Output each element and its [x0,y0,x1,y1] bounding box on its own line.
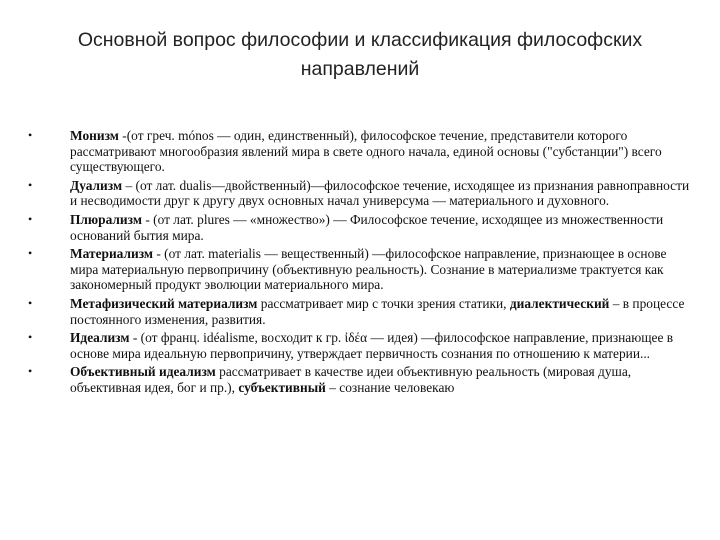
list-item-monism [26,128,694,175]
bullet-icon [28,128,32,144]
term-materialism: Материализм [70,246,154,262]
list-item-objective-idealism [26,364,694,395]
term-dualism: Дуализм [70,177,123,193]
term-monism: Монизм [70,128,119,143]
bullet-list [26,128,694,399]
definition-dualism: – (от лат. dualis—двойственный)—философское течение, исходящее из признания равноправности и несводимости друг к другу двух основных начал универсума — материального и духовного. [70,177,690,209]
list-item-pluralism [26,212,694,243]
slide-title [30,26,690,84]
definition-materialism: - (от лат. materialis — вещественный) —философское направление, признающее в основе мира материальную первопричину (объективную реальность). Сознание в материализме трактуется как закономерный продукт эволюции материального мира. [70,246,667,293]
definition-metaphysical-materialism: рассматривает мир с точки зрения статики, [257,295,510,311]
term-metaphysical-materialism: Метафизический материализм [70,295,258,311]
bullet-icon [28,212,32,228]
definition-objective-idealism: рассматривает в качестве идеи объективную реальность (мировая душа, объективная идея, бог и пр.), [70,364,632,395]
list-item-metaphysical-materialism [26,296,694,327]
bullet-icon [28,364,32,380]
definition-subjective: – сознание человекаю [325,379,455,395]
term-pluralism: Плюрализм [70,211,142,227]
list-item-dualism [26,178,694,209]
bullet-icon [28,296,32,312]
definition-idealism: - (от франц. idéalisme, восходит к гр. ἰδέα — идея) —философское направление, признающее в основе мира идеальную первопричину, утверждает первичность сознания по отношению к материи... [70,330,674,361]
bullet-icon [28,178,32,194]
term-objective-idealism: Объективный идеализм [70,364,216,380]
term-subjective: субъективный [238,379,326,395]
list-item-idealism [26,330,694,361]
bullet-icon [28,330,32,346]
slide-title-line-2: направлений [300,58,420,80]
definition-pluralism: - (от лат. plures — «множество») — Философское течение, исходящее из множественности оснований бытия мира. [70,211,664,243]
definition-monism: -(от греч. mónos — один, единственный), философское течение, представители которого рассматривают многообразия явлений мира в свете одного начала, единой основы ("субстанции") всего существующего. [70,128,662,175]
bullet-icon [28,246,32,262]
term-dialectical: диалектический [509,295,610,311]
slide-title-line-1: Основной вопрос философии и классификация философских [77,29,643,51]
definition-dialectical: – в процессе постоянного изменения, развития. [70,295,685,327]
list-item-materialism [26,246,694,293]
term-idealism: Идеализм [70,330,130,346]
